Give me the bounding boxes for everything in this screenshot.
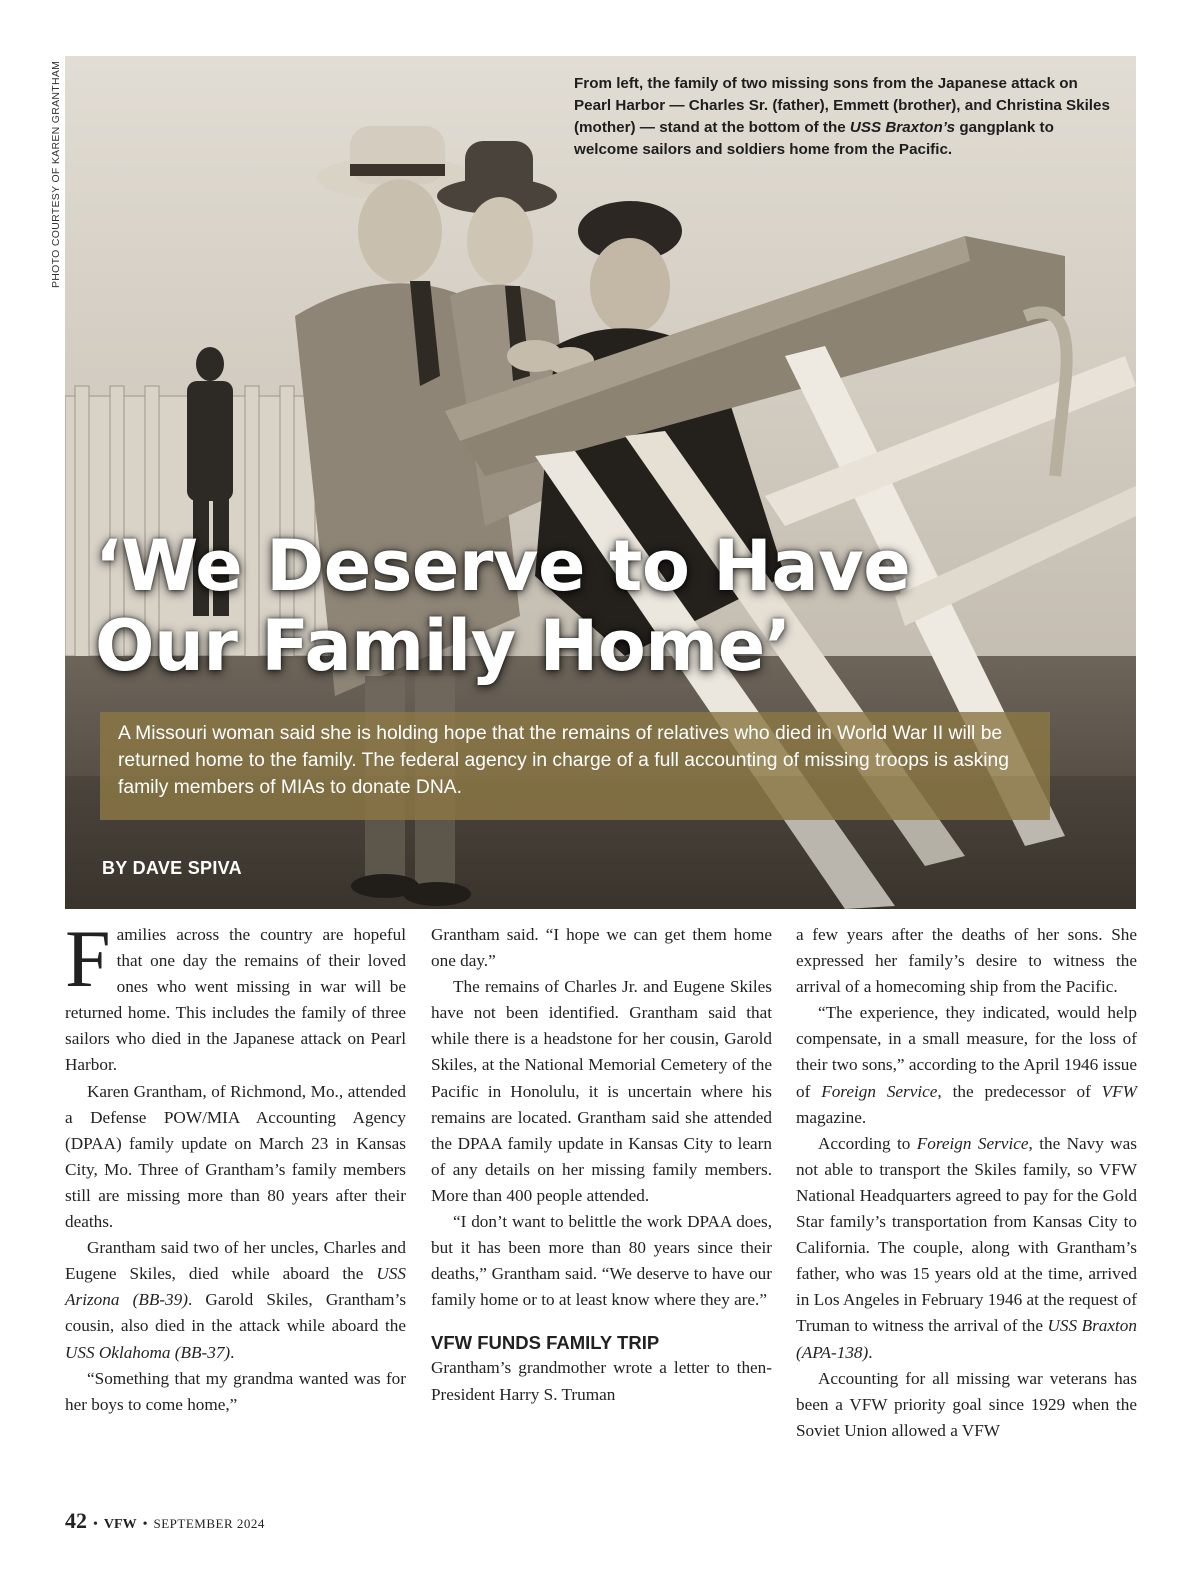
page-footer xyxy=(65,1508,265,1534)
caption-ship-name: USS Braxton’s xyxy=(849,119,956,136)
section-subhead: VFW FUNDS FAMILY TRIP xyxy=(431,1332,660,1354)
headline-line-2: Our Family Home’ xyxy=(95,605,791,687)
column-3 xyxy=(796,922,1137,1444)
paragraph-1: Families across the country are hopeful that one day the remains of their loved ones who went missing in war will be returned home. This includes the family of three sailors who died in the Japanese attack on Pearl Harbor. xyxy=(65,913,406,1075)
paragraph-7: Grantham’s grandmother wrote a letter to then-President Harry S. Truman xyxy=(431,1358,772,1404)
column-1 xyxy=(65,913,407,1418)
hero-photo xyxy=(65,56,1136,909)
paragraph-9: According to Foreign Service, the Navy was not able to transport the Skiles family, so VFW National Headquarters agreed to pay for the Gold Star family’s transportation from Kansas City to California. The couple, along with Grantham’s father, who was 15 years old at the time, arrived in Los Angeles in February 1946 at the request of Truman to witness the arrival of the USS Braxton (APA-138). xyxy=(796,1133,1137,1362)
paragraph-4-continued: Grantham said. “I hope we can get them home one day.” xyxy=(431,925,772,971)
paragraph-8: “The experience, they indicated, would help compensate, in a small measure, for the loss of their two sons,” according to the April 1946 issue of Foreign Service, the predecessor of VFW magazine. xyxy=(796,1003,1137,1127)
byline: BY DAVE SPIVA xyxy=(102,858,242,878)
paragraph-7-continued: a few years after the deaths of her sons. She expressed her family’s desire to witness the arrival of a homecoming ship from the Pacific. xyxy=(796,925,1137,997)
column-2 xyxy=(431,922,772,1408)
paragraph-6: “I don’t want to belittle the work DPAA does, but it has been more than 80 years since their deaths,” Grantham said. “We deserve to have our family home or to at least know where they are.” xyxy=(431,1212,772,1310)
paragraph-5: The remains of Charles Jr. and Eugene Skiles have not been identified. Grantham said that while there is a headstone for her cousin, Garold Skiles, at the National Memorial Cemetery of the Pacific in Honolulu, it is uncertain where his remains are located. Grantham said she attended the DPAA family update in Kansas City to learn of any details on her missing family members. More than 400 people attended. xyxy=(431,977,772,1205)
drop-cap: F xyxy=(65,913,111,1004)
page-number: 42 xyxy=(65,1508,87,1533)
paragraph-2: Karen Grantham, of Richmond, Mo., attended a Defense POW/MIA Accounting Agency (DPAA) family update on March 23 in Kansas City, Mo. Three of Grantham’s family members still are missing more than 80 years after their deaths. xyxy=(65,1081,406,1232)
photo-credit-text: PHOTO COURTESY OF KAREN GRANTHAM xyxy=(50,60,62,288)
headline-line-1: ‘We Deserve to Have xyxy=(95,525,911,607)
footer-magazine: VFW xyxy=(103,1517,137,1532)
paragraph-10: Accounting for all missing war veterans has been a VFW priority goal since 1929 when the Soviet Union allowed a VFW xyxy=(796,1368,1137,1440)
article-headline xyxy=(95,526,1095,686)
paragraph-3: Grantham said two of her uncles, Charles and Eugene Skiles, died while aboard the USS Arizona (BB-39). Garold Skiles, Grantham’s cousin, also died in the attack while aboard the USS Oklahoma (BB-37). xyxy=(65,1238,407,1362)
article-deck: A Missouri woman said she is holding hope that the remains of relatives who died in World War II will be returned home to the family. The federal agency in charge of a full accounting of missing troops is asking family members of MIAs to donate DNA. xyxy=(100,712,1050,820)
article-body xyxy=(65,913,1140,1497)
footer-issue: SEPTEMBER 2024 xyxy=(153,1516,265,1531)
footer-separator: • xyxy=(142,1517,148,1532)
paragraph-4: “Something that my grandma wanted was for her boys to come home,” xyxy=(65,1368,406,1414)
footer-separator: • xyxy=(93,1517,98,1532)
photo-credit xyxy=(50,56,66,296)
photo-caption: From left, the family of two missing sons from the Japanese attack on Pearl Harbor — Charles Sr. (father), Emmett (brother), and Christina Skiles (mother) — stand at the bottom of the USS Braxton’s gangplank to welcome sailors and soldiers home from the Pacific. xyxy=(574,75,1110,158)
